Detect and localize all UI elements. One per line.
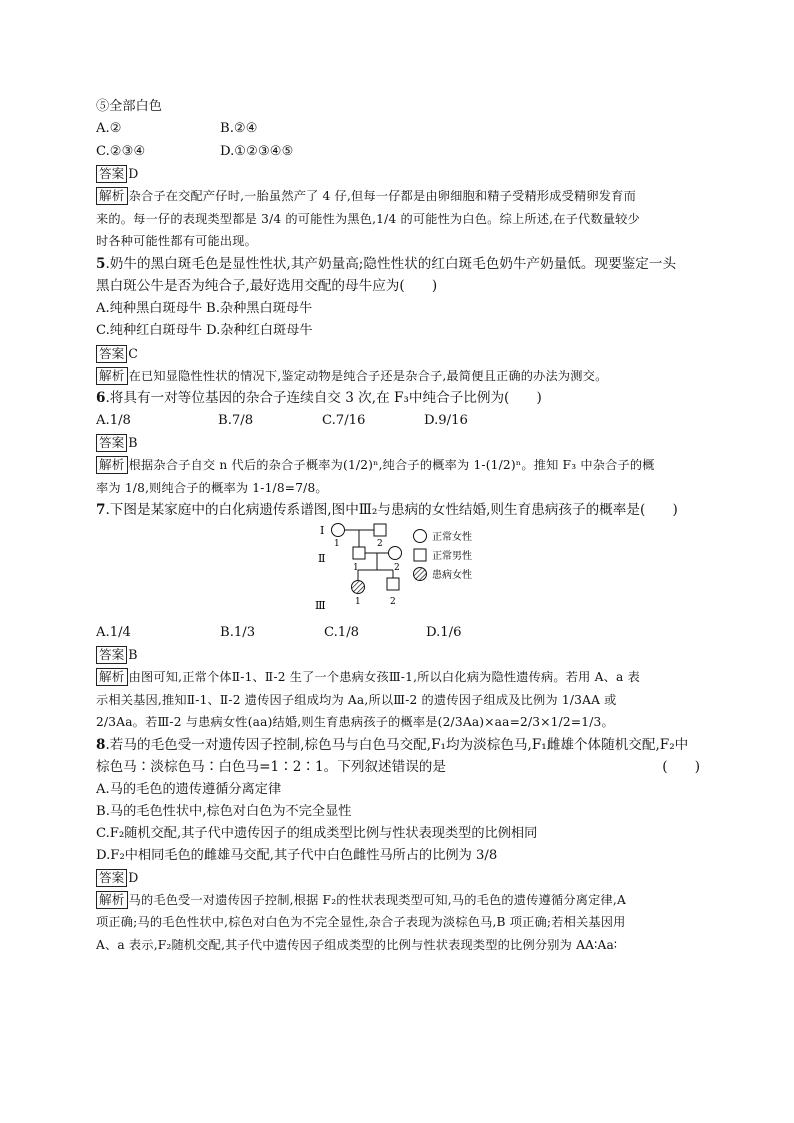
gen3-male-2 [387, 578, 399, 590]
q4-option-c: C.②③④ [96, 143, 146, 159]
analysis-tag: 解析 [96, 187, 128, 205]
analysis-text: 根据杂合子自交 n 代后的杂合子概率为(1/2)ⁿ,纯合子的概率为 1-(1/2)ⁿ。推知 F₃ 中杂合子的概 [128, 458, 655, 472]
q6-option-d: D.9/16 [424, 412, 468, 428]
analysis-text: 杂合子在交配产仔时,一胎虽然产了 4 仔,但每一仔都是由卵细胞和精子受精形成受精卵发育而 [128, 189, 636, 203]
analysis-text: 来的。每一仔的表现类型都是 3/4 的可能性为黑色,1/4 的可能性为白色。综上所述,在子代数量较少 [96, 211, 640, 226]
gen1-2-number: 2 [377, 538, 383, 549]
q7-stem [96, 499, 700, 522]
answer-value: C [128, 345, 138, 361]
q5-options-row2 [96, 320, 700, 343]
legend-normal-female-symbol [414, 529, 427, 542]
answer-value: D [128, 869, 139, 885]
answer-value: B [128, 435, 138, 450]
legend-normal-male-label: 正常男性 [432, 550, 472, 562]
gen2-male-1 [353, 547, 365, 559]
answer-tag: 答案 [96, 345, 127, 363]
generation-2-label: Ⅱ [318, 551, 326, 565]
q5-options-row1 [96, 298, 700, 321]
analysis-tag: 解析 [96, 456, 128, 474]
q4-options-row2 [96, 141, 700, 164]
analysis-text: 由图可知,正常个体Ⅱ-1、Ⅱ-2 生了一个患病女孩Ⅲ-1,所以白化病为隐性遗传病。若用 A、a 表 [128, 670, 640, 684]
q5-option-d: D.杂种红白斑母牛 [206, 323, 313, 338]
question-text: .将具有一对等位基因的杂合子连续自交 3 次,在 F₃中纯合子比例为( ) [105, 390, 542, 406]
question-number: 8 [96, 736, 106, 753]
q4-option-b: B.②④ [220, 121, 258, 136]
generation-3-label: Ⅲ [315, 598, 326, 612]
generation-1-label: Ⅰ [320, 523, 325, 537]
q6-option-c: C.7/16 [322, 412, 366, 428]
question-text: 棕色马∶淡棕色马∶白色马=1∶2∶1。下列叙述错误的是 [96, 759, 446, 775]
legend-normal-female-label: 正常女性 [432, 531, 472, 543]
analysis-text: 2/3Aa。若Ⅲ-2 与患病女性(aa)结婚,则生育患病孩子的概率是(2/3Aa)×aa=2/3×1/2=1/3。 [96, 715, 614, 729]
analysis-text: 时各种可能性都有可能出现。 [96, 234, 258, 248]
q6-option-a: A.1/8 [96, 412, 131, 428]
analysis-text: 在已知显隐性性状的情况下,鉴定动物是纯合子还是杂合子,最简便且正确的办法为测交。 [128, 368, 608, 383]
answer-value: B [128, 647, 138, 662]
question-text: .下图是某家庭中的白化病遗传系谱图,图中Ⅲ₂与患病的女性结婚,则生育患病孩子的概率是( ) [105, 502, 678, 518]
question-number: 7 [96, 502, 106, 518]
analysis-text: 项正确;马的毛色性状中,棕色对白色为不完全显性,杂合子表现为淡棕色马,B 项正确;若相关基因用 [96, 915, 626, 929]
q5-option-b: B.杂种黑白斑母牛 [206, 300, 313, 316]
legend-affected-female-symbol [414, 567, 427, 580]
analysis-tag: 解析 [96, 891, 128, 909]
answer-value: D [128, 166, 139, 181]
q4-options-row1 [96, 118, 700, 141]
question-text: .奶牛的黑白斑毛色是显性性状,其产奶量高;隐性性状的红白斑毛色奶牛产奶量低。现要鉴定一头 [105, 255, 677, 272]
document-page [96, 96, 700, 956]
analysis-text: 示相关基因,推知Ⅱ-1、Ⅱ-2 遗传因子组成均为 Aa,所以Ⅲ-2 的遗传因子组成及比例为 1/3AA 或 [96, 692, 617, 707]
q6-analysis [96, 454, 700, 499]
analysis-tag: 解析 [96, 668, 128, 686]
answer-tag: 答案 [96, 165, 127, 183]
question-text: 黑白斑公牛是否为纯合子,最好选用交配的母牛应为( ) [96, 278, 438, 294]
analysis-text: A、a 表示,F₂随机交配,其子代中遗传因子组成类型的比例与性状表现类型的比例分别为 AA∶Aa∶ [96, 937, 618, 952]
gen2-2-number: 2 [394, 562, 400, 573]
analysis-text: 率为 1/8,则纯合子的概率为 1-1/8=7/8。 [96, 480, 328, 495]
q7-option-d: D.1/6 [426, 624, 462, 640]
q8-option-b: B.马的毛色性状中,棕色对白色为不完全显性 [96, 803, 352, 819]
q8-stem [96, 734, 700, 779]
answer-tag: 答案 [96, 646, 127, 664]
gen3-affected-female-1 [352, 580, 365, 593]
q5-analysis [96, 365, 700, 388]
pedigree-chart [96, 522, 700, 622]
pedigree-figure [96, 522, 700, 622]
q8-option-a: A.马的毛色的遗传遵循分离定律 [96, 781, 282, 797]
q7-option-c: C.1/8 [324, 624, 360, 640]
gen1-female-1 [332, 523, 345, 536]
answer-blank: ( ) [662, 759, 700, 775]
q5-answer [96, 343, 700, 365]
q8-option-c: C.F₂随机交配,其子代中遗传因子的组成类型比例与性状表现类型的比例相同 [96, 825, 538, 841]
analysis-tag: 解析 [96, 367, 128, 385]
q5-option-c: C.纯种红白斑母牛 [96, 323, 203, 338]
legend-affected-female-label: 患病女性 [432, 569, 472, 581]
q7-option-a: A.1/4 [96, 624, 131, 640]
q7-option-b: B.1/3 [220, 624, 256, 640]
q7-answer [96, 644, 700, 666]
q8-option-d: D.F₂中相同毛色的雌雄马交配,其子代中白色雌性马所占的比例为 3/8 [96, 847, 498, 863]
q4-option-d: D.①②③④⑤ [220, 143, 294, 159]
answer-tag: 答案 [96, 434, 127, 452]
q7-options [96, 622, 700, 645]
q4-answer [96, 163, 700, 185]
question-number: 6 [96, 390, 106, 406]
answer-tag: 答案 [96, 869, 127, 887]
gen2-1-number: 1 [353, 562, 359, 573]
legend-normal-male-symbol [414, 549, 426, 561]
gen1-male-2 [374, 524, 386, 536]
q4-option-a: A.② [96, 121, 122, 136]
q5-option-a: A.纯种黑白斑母牛 [96, 300, 203, 316]
q7-analysis [96, 666, 700, 734]
question-text: .若马的毛色受一对遗传因子控制,棕色马与白色马交配,F₁均为淡棕色马,F₁雌雄个体随机交配,F₂中 [105, 736, 689, 753]
q6-options [96, 410, 700, 433]
analysis-text: 马的毛色受一对遗传因子控制,根据 F₂的性状表现类型可知,马的毛色的遗传遵循分离定律,A [128, 892, 626, 907]
q8-analysis [96, 889, 700, 957]
q6-answer [96, 432, 700, 454]
q6-option-b: B.7/8 [218, 412, 254, 428]
gen1-1-number: 1 [334, 538, 340, 549]
question-number: 5 [96, 255, 106, 272]
gen3-1-number: 1 [355, 596, 361, 607]
option-5: ⑤全部白色 [96, 99, 162, 114]
q4-analysis [96, 185, 700, 253]
q5-stem [96, 253, 700, 298]
q8-answer [96, 867, 700, 889]
gen2-female-2 [389, 546, 402, 559]
q6-stem [96, 387, 700, 410]
gen3-2-number: 2 [390, 596, 396, 607]
